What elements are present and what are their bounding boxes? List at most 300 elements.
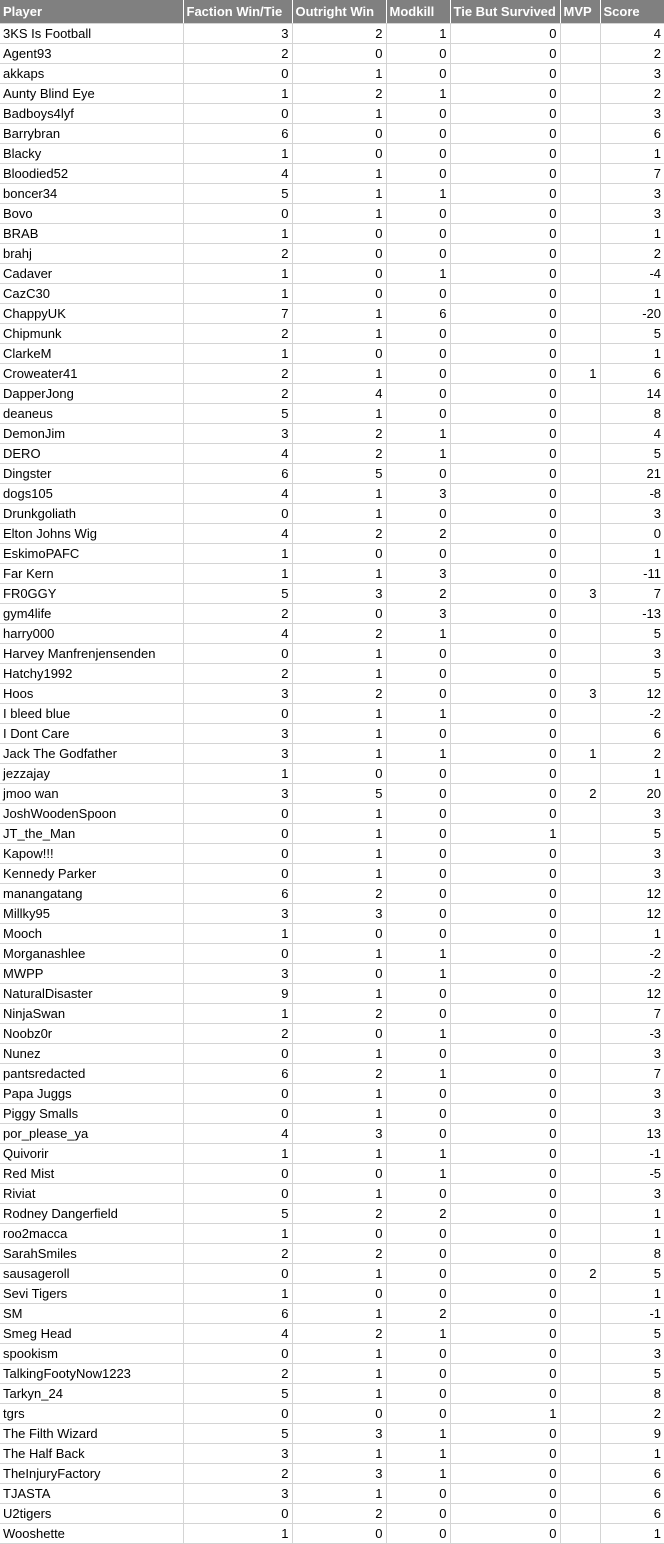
player-name-cell[interactable]: Riviat — [0, 1183, 183, 1203]
player-name-cell[interactable]: dogs105 — [0, 483, 183, 503]
outright-win-cell[interactable]: 1 — [292, 1143, 386, 1163]
score-cell[interactable]: 4 — [600, 23, 664, 43]
mvp-cell[interactable] — [560, 243, 600, 263]
faction-win-tie-cell[interactable]: 1 — [183, 1223, 292, 1243]
mvp-cell[interactable] — [560, 1343, 600, 1363]
tie-but-survived-cell[interactable]: 0 — [450, 543, 560, 563]
mvp-cell[interactable] — [560, 543, 600, 563]
player-name-cell[interactable]: I Dont Care — [0, 723, 183, 743]
modkill-cell[interactable]: 2 — [386, 523, 450, 543]
player-name-cell[interactable]: The Half Back — [0, 1443, 183, 1463]
tie-but-survived-cell[interactable]: 0 — [450, 603, 560, 623]
mvp-cell[interactable] — [560, 1403, 600, 1423]
modkill-cell[interactable]: 0 — [386, 863, 450, 883]
faction-win-tie-cell[interactable]: 1 — [183, 763, 292, 783]
outright-win-cell[interactable]: 1 — [292, 1263, 386, 1283]
outright-win-cell[interactable]: 1 — [292, 1363, 386, 1383]
mvp-cell[interactable] — [560, 1363, 600, 1383]
modkill-cell[interactable]: 1 — [386, 1063, 450, 1083]
outright-win-cell[interactable]: 1 — [292, 1303, 386, 1323]
tie-but-survived-cell[interactable]: 0 — [450, 1003, 560, 1023]
tie-but-survived-cell[interactable]: 0 — [450, 923, 560, 943]
tie-but-survived-cell[interactable]: 1 — [450, 823, 560, 843]
outright-win-cell[interactable]: 0 — [292, 1403, 386, 1423]
faction-win-tie-cell[interactable]: 4 — [183, 483, 292, 503]
modkill-cell[interactable]: 0 — [386, 683, 450, 703]
outright-win-cell[interactable]: 3 — [292, 1123, 386, 1143]
tie-but-survived-cell[interactable]: 0 — [450, 1183, 560, 1203]
tie-but-survived-cell[interactable]: 0 — [450, 303, 560, 323]
faction-win-tie-cell[interactable]: 0 — [183, 1503, 292, 1523]
faction-win-tie-cell[interactable]: 2 — [183, 363, 292, 383]
mvp-cell[interactable] — [560, 1423, 600, 1443]
outright-win-cell[interactable]: 1 — [292, 63, 386, 83]
modkill-cell[interactable]: 0 — [386, 1403, 450, 1423]
outright-win-cell[interactable]: 2 — [292, 1003, 386, 1023]
player-name-cell[interactable]: Smeg Head — [0, 1323, 183, 1343]
modkill-cell[interactable]: 0 — [386, 883, 450, 903]
faction-win-tie-cell[interactable]: 5 — [183, 1383, 292, 1403]
mvp-cell[interactable] — [560, 263, 600, 283]
modkill-cell[interactable]: 0 — [386, 1123, 450, 1143]
score-cell[interactable]: -1 — [600, 1143, 664, 1163]
outright-win-cell[interactable]: 1 — [292, 203, 386, 223]
tie-but-survived-cell[interactable]: 1 — [450, 1403, 560, 1423]
outright-win-cell[interactable]: 1 — [292, 103, 386, 123]
tie-but-survived-cell[interactable]: 0 — [450, 883, 560, 903]
score-cell[interactable]: 8 — [600, 1243, 664, 1263]
modkill-cell[interactable]: 1 — [386, 1143, 450, 1163]
tie-but-survived-cell[interactable]: 0 — [450, 1103, 560, 1123]
score-cell[interactable]: 5 — [600, 1323, 664, 1343]
outright-win-cell[interactable]: 1 — [292, 1443, 386, 1463]
mvp-cell[interactable] — [560, 443, 600, 463]
player-name-cell[interactable]: spookism — [0, 1343, 183, 1363]
tie-but-survived-cell[interactable]: 0 — [450, 1383, 560, 1403]
score-cell[interactable]: 6 — [600, 723, 664, 743]
score-cell[interactable]: -11 — [600, 563, 664, 583]
player-name-cell[interactable]: Mooch — [0, 923, 183, 943]
tie-but-survived-cell[interactable]: 0 — [450, 643, 560, 663]
outright-win-cell[interactable]: 0 — [292, 603, 386, 623]
outright-win-cell[interactable]: 0 — [292, 283, 386, 303]
tie-but-survived-cell[interactable]: 0 — [450, 1443, 560, 1463]
mvp-cell[interactable] — [560, 883, 600, 903]
faction-win-tie-cell[interactable]: 1 — [183, 1283, 292, 1303]
score-cell[interactable]: 3 — [600, 1083, 664, 1103]
modkill-cell[interactable]: 1 — [386, 1443, 450, 1463]
outright-win-cell[interactable]: 2 — [292, 683, 386, 703]
player-name-cell[interactable]: jezzajay — [0, 763, 183, 783]
faction-win-tie-cell[interactable]: 1 — [183, 923, 292, 943]
modkill-cell[interactable]: 0 — [386, 163, 450, 183]
faction-win-tie-cell[interactable]: 2 — [183, 1023, 292, 1043]
score-cell[interactable]: 7 — [600, 583, 664, 603]
outright-win-cell[interactable]: 1 — [292, 943, 386, 963]
modkill-cell[interactable]: 0 — [386, 363, 450, 383]
player-name-cell[interactable]: Harvey Manfrenjensenden — [0, 643, 183, 663]
faction-win-tie-cell[interactable]: 0 — [183, 1343, 292, 1363]
column-header-outright-win[interactable]: Outright Win — [292, 0, 386, 23]
tie-but-survived-cell[interactable]: 0 — [450, 703, 560, 723]
score-cell[interactable]: -3 — [600, 1023, 664, 1043]
mvp-cell[interactable] — [560, 523, 600, 543]
player-name-cell[interactable]: Bloodied52 — [0, 163, 183, 183]
player-name-cell[interactable]: pantsredacted — [0, 1063, 183, 1083]
score-cell[interactable]: 3 — [600, 503, 664, 523]
mvp-cell[interactable] — [560, 223, 600, 243]
player-name-cell[interactable]: JoshWoodenSpoon — [0, 803, 183, 823]
tie-but-survived-cell[interactable]: 0 — [450, 123, 560, 143]
tie-but-survived-cell[interactable]: 0 — [450, 183, 560, 203]
outright-win-cell[interactable]: 0 — [292, 343, 386, 363]
player-name-cell[interactable]: The Filth Wizard — [0, 1423, 183, 1443]
score-cell[interactable]: 7 — [600, 163, 664, 183]
modkill-cell[interactable]: 0 — [386, 403, 450, 423]
score-cell[interactable]: 6 — [600, 363, 664, 383]
score-cell[interactable]: -2 — [600, 703, 664, 723]
modkill-cell[interactable]: 1 — [386, 1163, 450, 1183]
outright-win-cell[interactable]: 2 — [292, 1503, 386, 1523]
mvp-cell[interactable] — [560, 323, 600, 343]
outright-win-cell[interactable]: 1 — [292, 863, 386, 883]
player-name-cell[interactable]: Millky95 — [0, 903, 183, 923]
faction-win-tie-cell[interactable]: 4 — [183, 1323, 292, 1343]
mvp-cell[interactable] — [560, 123, 600, 143]
faction-win-tie-cell[interactable]: 3 — [183, 903, 292, 923]
player-name-cell[interactable]: FR0GGY — [0, 583, 183, 603]
tie-but-survived-cell[interactable]: 0 — [450, 1163, 560, 1183]
mvp-cell[interactable] — [560, 983, 600, 1003]
faction-win-tie-cell[interactable]: 1 — [183, 1523, 292, 1543]
faction-win-tie-cell[interactable]: 6 — [183, 1063, 292, 1083]
tie-but-survived-cell[interactable]: 0 — [450, 1243, 560, 1263]
tie-but-survived-cell[interactable]: 0 — [450, 243, 560, 263]
outright-win-cell[interactable]: 4 — [292, 383, 386, 403]
score-cell[interactable]: 1 — [600, 923, 664, 943]
modkill-cell[interactable]: 0 — [386, 1343, 450, 1363]
modkill-cell[interactable]: 1 — [386, 263, 450, 283]
player-name-cell[interactable]: Tarkyn_24 — [0, 1383, 183, 1403]
score-cell[interactable]: -2 — [600, 963, 664, 983]
modkill-cell[interactable]: 0 — [386, 763, 450, 783]
mvp-cell[interactable] — [560, 723, 600, 743]
mvp-cell[interactable] — [560, 1183, 600, 1203]
player-name-cell[interactable]: NaturalDisaster — [0, 983, 183, 1003]
faction-win-tie-cell[interactable]: 6 — [183, 1303, 292, 1323]
faction-win-tie-cell[interactable]: 3 — [183, 683, 292, 703]
outright-win-cell[interactable]: 3 — [292, 1463, 386, 1483]
score-cell[interactable]: 5 — [600, 323, 664, 343]
faction-win-tie-cell[interactable]: 0 — [183, 1263, 292, 1283]
score-cell[interactable]: 8 — [600, 1383, 664, 1403]
modkill-cell[interactable]: 0 — [386, 43, 450, 63]
faction-win-tie-cell[interactable]: 0 — [183, 1163, 292, 1183]
mvp-cell[interactable]: 3 — [560, 683, 600, 703]
outright-win-cell[interactable]: 1 — [292, 1043, 386, 1063]
mvp-cell[interactable] — [560, 1223, 600, 1243]
tie-but-survived-cell[interactable]: 0 — [450, 283, 560, 303]
modkill-cell[interactable]: 0 — [386, 223, 450, 243]
faction-win-tie-cell[interactable]: 1 — [183, 283, 292, 303]
score-cell[interactable]: 2 — [600, 83, 664, 103]
mvp-cell[interactable] — [560, 1523, 600, 1543]
tie-but-survived-cell[interactable]: 0 — [450, 83, 560, 103]
player-name-cell[interactable]: SM — [0, 1303, 183, 1323]
faction-win-tie-cell[interactable]: 0 — [183, 1103, 292, 1123]
player-name-cell[interactable]: Piggy Smalls — [0, 1103, 183, 1123]
modkill-cell[interactable]: 0 — [386, 1003, 450, 1023]
mvp-cell[interactable] — [560, 923, 600, 943]
tie-but-survived-cell[interactable]: 0 — [450, 1023, 560, 1043]
tie-but-survived-cell[interactable]: 0 — [450, 1423, 560, 1443]
tie-but-survived-cell[interactable]: 0 — [450, 1303, 560, 1323]
player-name-cell[interactable]: Rodney Dangerfield — [0, 1203, 183, 1223]
modkill-cell[interactable]: 0 — [386, 343, 450, 363]
faction-win-tie-cell[interactable]: 0 — [183, 1083, 292, 1103]
outright-win-cell[interactable]: 1 — [292, 703, 386, 723]
player-name-cell[interactable]: gym4life — [0, 603, 183, 623]
faction-win-tie-cell[interactable]: 6 — [183, 463, 292, 483]
score-cell[interactable]: 6 — [600, 1483, 664, 1503]
modkill-cell[interactable]: 1 — [386, 1463, 450, 1483]
mvp-cell[interactable] — [560, 663, 600, 683]
outright-win-cell[interactable]: 2 — [292, 83, 386, 103]
mvp-cell[interactable] — [560, 1163, 600, 1183]
faction-win-tie-cell[interactable]: 2 — [183, 383, 292, 403]
score-cell[interactable]: -4 — [600, 263, 664, 283]
modkill-cell[interactable]: 3 — [386, 603, 450, 623]
player-name-cell[interactable]: roo2macca — [0, 1223, 183, 1243]
mvp-cell[interactable] — [560, 1243, 600, 1263]
modkill-cell[interactable]: 1 — [386, 23, 450, 43]
mvp-cell[interactable] — [560, 563, 600, 583]
modkill-cell[interactable]: 0 — [386, 323, 450, 343]
player-name-cell[interactable]: DERO — [0, 443, 183, 463]
modkill-cell[interactable]: 1 — [386, 443, 450, 463]
score-cell[interactable]: 14 — [600, 383, 664, 403]
outright-win-cell[interactable]: 3 — [292, 1423, 386, 1443]
column-header-player[interactable]: Player — [0, 0, 183, 23]
mvp-cell[interactable] — [560, 763, 600, 783]
modkill-cell[interactable]: 1 — [386, 963, 450, 983]
mvp-cell[interactable] — [560, 503, 600, 523]
faction-win-tie-cell[interactable]: 3 — [183, 1443, 292, 1463]
modkill-cell[interactable]: 1 — [386, 183, 450, 203]
outright-win-cell[interactable]: 1 — [292, 1483, 386, 1503]
modkill-cell[interactable]: 0 — [386, 1103, 450, 1123]
tie-but-survived-cell[interactable]: 0 — [450, 483, 560, 503]
player-name-cell[interactable]: ChappyUK — [0, 303, 183, 323]
outright-win-cell[interactable]: 2 — [292, 1323, 386, 1343]
score-cell[interactable]: 5 — [600, 1263, 664, 1283]
tie-but-survived-cell[interactable]: 0 — [450, 363, 560, 383]
modkill-cell[interactable]: 0 — [386, 823, 450, 843]
score-cell[interactable]: 4 — [600, 423, 664, 443]
faction-win-tie-cell[interactable]: 0 — [183, 63, 292, 83]
column-header-score[interactable]: Score — [600, 0, 664, 23]
tie-but-survived-cell[interactable]: 0 — [450, 783, 560, 803]
faction-win-tie-cell[interactable]: 5 — [183, 403, 292, 423]
mvp-cell[interactable] — [560, 1443, 600, 1463]
modkill-cell[interactable]: 0 — [386, 283, 450, 303]
modkill-cell[interactable]: 0 — [386, 983, 450, 1003]
score-cell[interactable]: 7 — [600, 1003, 664, 1023]
player-name-cell[interactable]: harry000 — [0, 623, 183, 643]
tie-but-survived-cell[interactable]: 0 — [450, 663, 560, 683]
mvp-cell[interactable] — [560, 203, 600, 223]
player-name-cell[interactable]: brahj — [0, 243, 183, 263]
player-name-cell[interactable]: U2tigers — [0, 1503, 183, 1523]
mvp-cell[interactable]: 3 — [560, 583, 600, 603]
score-cell[interactable]: 6 — [600, 1503, 664, 1523]
outright-win-cell[interactable]: 2 — [292, 423, 386, 443]
score-cell[interactable]: 2 — [600, 43, 664, 63]
outright-win-cell[interactable]: 5 — [292, 463, 386, 483]
modkill-cell[interactable]: 1 — [386, 423, 450, 443]
mvp-cell[interactable]: 1 — [560, 363, 600, 383]
faction-win-tie-cell[interactable]: 3 — [183, 743, 292, 763]
faction-win-tie-cell[interactable]: 0 — [183, 503, 292, 523]
outright-win-cell[interactable]: 0 — [292, 123, 386, 143]
player-name-cell[interactable]: deaneus — [0, 403, 183, 423]
faction-win-tie-cell[interactable]: 5 — [183, 583, 292, 603]
tie-but-survived-cell[interactable]: 0 — [450, 943, 560, 963]
faction-win-tie-cell[interactable]: 3 — [183, 783, 292, 803]
faction-win-tie-cell[interactable]: 2 — [183, 603, 292, 623]
player-name-cell[interactable]: 3KS Is Football — [0, 23, 183, 43]
score-cell[interactable]: 1 — [600, 763, 664, 783]
modkill-cell[interactable]: 1 — [386, 623, 450, 643]
score-cell[interactable]: 3 — [600, 863, 664, 883]
modkill-cell[interactable]: 0 — [386, 243, 450, 263]
score-cell[interactable]: -20 — [600, 303, 664, 323]
score-cell[interactable]: -1 — [600, 1303, 664, 1323]
outright-win-cell[interactable]: 1 — [292, 323, 386, 343]
player-name-cell[interactable]: sausageroll — [0, 1263, 183, 1283]
player-name-cell[interactable]: Kennedy Parker — [0, 863, 183, 883]
faction-win-tie-cell[interactable]: 0 — [183, 1183, 292, 1203]
player-name-cell[interactable]: Hoos — [0, 683, 183, 703]
player-name-cell[interactable]: Aunty Blind Eye — [0, 83, 183, 103]
score-cell[interactable]: 9 — [600, 1423, 664, 1443]
tie-but-survived-cell[interactable]: 0 — [450, 1083, 560, 1103]
outright-win-cell[interactable]: 2 — [292, 523, 386, 543]
faction-win-tie-cell[interactable]: 2 — [183, 323, 292, 343]
modkill-cell[interactable]: 3 — [386, 563, 450, 583]
faction-win-tie-cell[interactable]: 0 — [183, 703, 292, 723]
modkill-cell[interactable]: 6 — [386, 303, 450, 323]
player-name-cell[interactable]: TalkingFootyNow1223 — [0, 1363, 183, 1383]
player-name-cell[interactable]: EskimoPAFC — [0, 543, 183, 563]
score-cell[interactable]: 1 — [600, 283, 664, 303]
mvp-cell[interactable] — [560, 183, 600, 203]
tie-but-survived-cell[interactable]: 0 — [450, 383, 560, 403]
outright-win-cell[interactable]: 1 — [292, 1183, 386, 1203]
tie-but-survived-cell[interactable]: 0 — [450, 223, 560, 243]
mvp-cell[interactable] — [560, 283, 600, 303]
column-header-modkill[interactable]: Modkill — [386, 0, 450, 23]
modkill-cell[interactable]: 2 — [386, 583, 450, 603]
mvp-cell[interactable]: 2 — [560, 1263, 600, 1283]
modkill-cell[interactable]: 1 — [386, 1023, 450, 1043]
outright-win-cell[interactable]: 1 — [292, 503, 386, 523]
mvp-cell[interactable] — [560, 963, 600, 983]
mvp-cell[interactable] — [560, 1303, 600, 1323]
tie-but-survived-cell[interactable]: 0 — [450, 1343, 560, 1363]
modkill-cell[interactable]: 1 — [386, 743, 450, 763]
tie-but-survived-cell[interactable]: 0 — [450, 503, 560, 523]
tie-but-survived-cell[interactable]: 0 — [450, 1283, 560, 1303]
player-name-cell[interactable]: Agent93 — [0, 43, 183, 63]
mvp-cell[interactable] — [560, 423, 600, 443]
modkill-cell[interactable]: 2 — [386, 1303, 450, 1323]
faction-win-tie-cell[interactable]: 9 — [183, 983, 292, 1003]
score-cell[interactable]: -2 — [600, 943, 664, 963]
score-cell[interactable]: 12 — [600, 903, 664, 923]
mvp-cell[interactable] — [560, 103, 600, 123]
score-cell[interactable]: 3 — [600, 203, 664, 223]
score-cell[interactable]: 1 — [600, 223, 664, 243]
modkill-cell[interactable]: 0 — [386, 1363, 450, 1383]
tie-but-survived-cell[interactable]: 0 — [450, 1043, 560, 1063]
faction-win-tie-cell[interactable]: 0 — [183, 803, 292, 823]
tie-but-survived-cell[interactable]: 0 — [450, 323, 560, 343]
player-name-cell[interactable]: JT_the_Man — [0, 823, 183, 843]
player-name-cell[interactable]: Jack The Godfather — [0, 743, 183, 763]
score-cell[interactable]: 1 — [600, 1443, 664, 1463]
outright-win-cell[interactable]: 1 — [292, 803, 386, 823]
outright-win-cell[interactable]: 1 — [292, 1103, 386, 1123]
player-name-cell[interactable]: Quivorir — [0, 1143, 183, 1163]
score-cell[interactable]: 7 — [600, 1063, 664, 1083]
tie-but-survived-cell[interactable]: 0 — [450, 63, 560, 83]
mvp-cell[interactable] — [560, 1083, 600, 1103]
mvp-cell[interactable] — [560, 483, 600, 503]
player-name-cell[interactable]: Far Kern — [0, 563, 183, 583]
faction-win-tie-cell[interactable]: 2 — [183, 1243, 292, 1263]
outright-win-cell[interactable]: 0 — [292, 143, 386, 163]
score-cell[interactable]: 21 — [600, 463, 664, 483]
outright-win-cell[interactable]: 2 — [292, 1063, 386, 1083]
mvp-cell[interactable] — [560, 843, 600, 863]
outright-win-cell[interactable]: 0 — [292, 1023, 386, 1043]
outright-win-cell[interactable]: 0 — [292, 1283, 386, 1303]
tie-but-survived-cell[interactable]: 0 — [450, 683, 560, 703]
modkill-cell[interactable]: 0 — [386, 643, 450, 663]
player-name-cell[interactable]: Blacky — [0, 143, 183, 163]
faction-win-tie-cell[interactable]: 0 — [183, 1043, 292, 1063]
score-cell[interactable]: -8 — [600, 483, 664, 503]
tie-but-survived-cell[interactable]: 0 — [450, 903, 560, 923]
column-header-tie-but-survived[interactable]: Tie But Survived — [450, 0, 560, 23]
faction-win-tie-cell[interactable]: 3 — [183, 723, 292, 743]
player-name-cell[interactable]: ClarkeM — [0, 343, 183, 363]
modkill-cell[interactable]: 0 — [386, 1083, 450, 1103]
score-cell[interactable]: 3 — [600, 1043, 664, 1063]
tie-but-survived-cell[interactable]: 0 — [450, 1123, 560, 1143]
player-name-cell[interactable]: Wooshette — [0, 1523, 183, 1543]
mvp-cell[interactable] — [560, 303, 600, 323]
modkill-cell[interactable]: 0 — [386, 203, 450, 223]
outright-win-cell[interactable]: 2 — [292, 623, 386, 643]
outright-win-cell[interactable]: 1 — [292, 643, 386, 663]
mvp-cell[interactable] — [560, 163, 600, 183]
outright-win-cell[interactable]: 1 — [292, 563, 386, 583]
player-name-cell[interactable]: TJASTA — [0, 1483, 183, 1503]
outright-win-cell[interactable]: 1 — [292, 483, 386, 503]
outright-win-cell[interactable]: 2 — [292, 1243, 386, 1263]
